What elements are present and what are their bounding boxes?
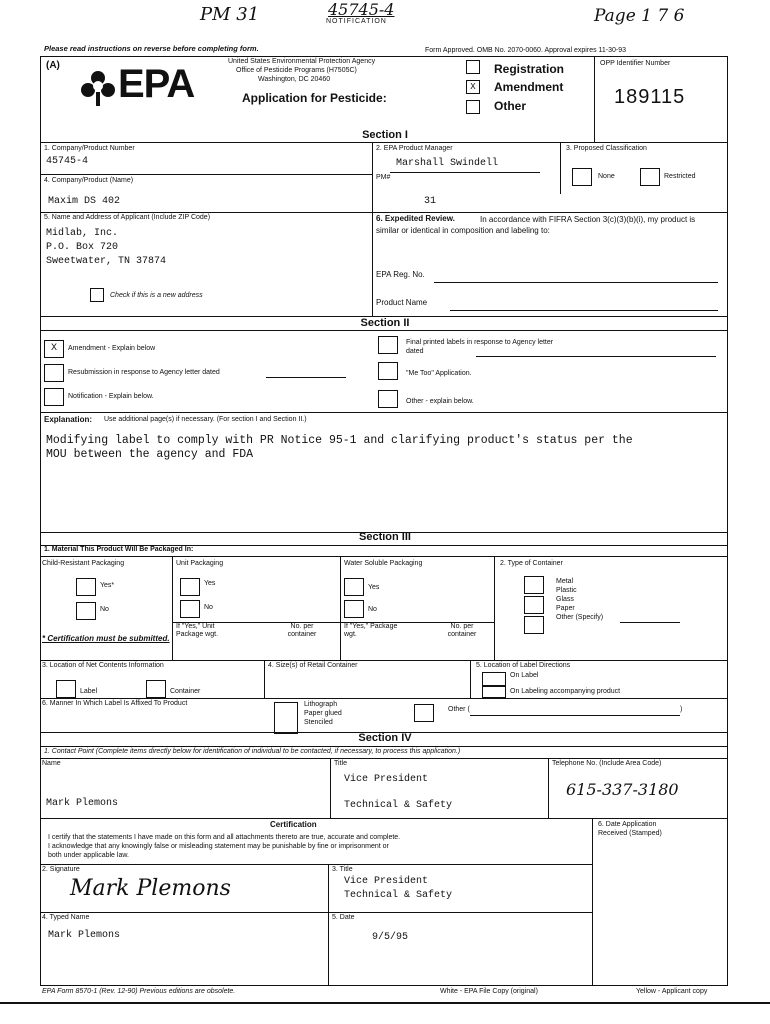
telephone-label: Telephone No. (Include Area Code) [552, 760, 662, 767]
typed-name-value[interactable]: Mark Plemons [48, 930, 121, 941]
epa-logo-text: EPA [118, 62, 195, 106]
certification-note: * Certification must be submitted. [42, 634, 170, 643]
agency-line3: Washington, DC 20460 [258, 76, 331, 83]
final-labels-label: Final printed labels in response to Agency letter dated [406, 339, 554, 355]
water-soluble-no-label: No [368, 606, 377, 613]
other-checkbox[interactable] [466, 100, 480, 114]
epa-logo [78, 68, 118, 113]
resubmission-label: Resubmission in response to Agency letter dated [68, 369, 220, 376]
application-title: Application for Pesticide: [242, 91, 387, 105]
unit-packaging-no-checkbox[interactable] [180, 600, 200, 618]
contact-point-label: 1. Contact Point (Complete items directly below for identification of individual to be contacted, if necessary, to process this application.) [44, 748, 461, 755]
container-metal-label: Metal [556, 578, 574, 585]
company-product-number-value[interactable]: 45745-4 [46, 156, 89, 167]
section-3-title: Section III [359, 531, 411, 543]
net-contents-label-checkbox[interactable] [56, 680, 76, 698]
net-contents-container-text: Container [170, 688, 201, 695]
container-plastic-label: Plastic [556, 587, 577, 594]
typed-name-label: 4. Typed Name [42, 914, 90, 921]
pm-number-value[interactable]: 31 [424, 196, 437, 207]
opp-identifier-label: OPP Identifier Number [600, 60, 671, 67]
directions-on-label-checkbox[interactable] [482, 672, 506, 686]
child-resistant-yes-label: Yes* [100, 582, 115, 589]
unit-packaging-label: Unit Packaging [176, 560, 224, 567]
container-other-label: Other (Specify) [556, 614, 604, 621]
net-contents-container-checkbox[interactable] [146, 680, 166, 698]
package-weight-label: If "Yes," Package wgt. [344, 623, 398, 638]
contact-name-value[interactable]: Mark Plemons [46, 798, 119, 809]
expedited-product-name-label: Product Name [376, 298, 428, 307]
water-soluble-no-checkbox[interactable] [344, 600, 364, 618]
directions-on-labeling-text: On Labeling accompanying product [510, 688, 621, 695]
other-explain-label: Other - explain below. [406, 398, 474, 405]
other-label: Other [494, 99, 527, 113]
section-4-title: Section IV [358, 732, 412, 744]
certification-text3: both under applicable law. [48, 852, 129, 859]
retail-container-size-label: 4. Size(s) of Retail Container [268, 662, 358, 669]
new-address-checkbox[interactable] [90, 288, 104, 302]
affixed-other-label: Other ( [448, 706, 470, 713]
handwritten-reg-no: 45745-4 [328, 0, 395, 19]
notification-label: Notification - Explain below. [68, 393, 154, 400]
expedited-reg-no-label: EPA Reg. No. [376, 270, 425, 279]
date-label: 5. Date [332, 914, 355, 921]
explanation-note: Use additional page(s) if necessary. (For section I and Section II.) [104, 416, 307, 423]
water-soluble-label: Water Soluble Packaging [344, 560, 423, 567]
explanation-line1[interactable]: Modifying label to comply with PR Notice 95-1 and clarifying product's status per the [46, 434, 633, 447]
pkg-no-per-container-label: No. per container [447, 623, 477, 638]
amendment-label: Amendment [494, 80, 564, 94]
unit-package-weight-label: If "Yes," Unit Package wgt. [176, 623, 219, 638]
water-soluble-yes-label: Yes [368, 584, 380, 591]
final-labels-checkbox[interactable] [378, 336, 398, 354]
certification-title: Certification [270, 820, 317, 829]
notification-stamp: NOTIFICATION [326, 18, 387, 25]
me-too-label: "Me Too" Application. [406, 370, 472, 377]
expedited-review-label: 6. Expedited Review. [376, 214, 455, 223]
stenciled-label: Stenciled [304, 719, 333, 726]
cert-title-line1[interactable]: Vice President [344, 876, 429, 887]
epa-flower-icon [78, 68, 118, 108]
agency-line1: United States Environmental Protection Agency [228, 58, 376, 65]
section-1-title: Section I [362, 129, 408, 141]
directions-on-label-text: On Label [510, 672, 539, 679]
telephone-value[interactable]: 615-337-3180 [566, 780, 679, 799]
child-resistant-no-label: No [100, 606, 109, 613]
certification-text2: I acknowledge that any knowingly false or misleading statement may be punishable by fine or imprisonment or [48, 843, 389, 850]
classification-none-label: None [598, 173, 615, 180]
unit-packaging-no-label: No [204, 604, 213, 611]
child-resistant-label: Child-Resistant Packaging [42, 560, 125, 567]
explanation-label: Explanation: [44, 415, 93, 424]
resubmission-checkbox[interactable] [44, 364, 64, 382]
company-product-number-label: 1. Company/Product Number [44, 145, 135, 152]
container-other-checkbox[interactable] [524, 616, 544, 634]
company-product-name-label: 4. Company/Product (Name) [44, 177, 134, 184]
white-copy-footer: White - EPA File Copy (original) [440, 988, 538, 995]
cert-title-label: 3. Title [332, 866, 353, 873]
net-contents-label: 3. Location of Net Contents Information [42, 662, 164, 669]
product-manager-value[interactable]: Marshall Swindell [396, 158, 499, 169]
material-packaged-label: 1. Material This Product Will Be Packaged In: [44, 546, 194, 553]
container-glass-checkbox[interactable] [524, 596, 544, 614]
opp-identifier-value: 189115 [614, 86, 686, 108]
form-approved-text: Form Approved. OMB No. 2070-0060. Approval expires 11-30-93 [425, 47, 627, 54]
certification-text1: I certify that the statements I have made on this form and all attachments thereto are true, accurate and complete. [48, 834, 401, 841]
me-too-checkbox[interactable] [378, 362, 398, 380]
handwritten-pm: PM 31 [200, 4, 260, 25]
classification-none-checkbox[interactable] [572, 168, 592, 186]
new-address-label: Check if this is a new address [110, 292, 203, 299]
container-metal-checkbox[interactable] [524, 576, 544, 594]
pm-number-label: PM# [376, 174, 391, 181]
expedited-review-text: In accordance with FIFRA Section 3(c)(3)(b)(i), my product is similar or identical in composition and labeling to: [376, 215, 696, 235]
instructions-text: Please read instructions on reverse before completing form. [44, 44, 259, 53]
classification-restricted-checkbox[interactable] [640, 168, 660, 186]
section-2-title: Section II [360, 317, 410, 329]
label-affixed-label: 6. Manner In Which Label Is Affixed To Product [42, 700, 188, 707]
lithograph-checkbox[interactable] [274, 702, 298, 734]
explanation-line2[interactable]: MOU between the agency and FDA [46, 448, 254, 461]
contact-title-line1[interactable]: Vice President [344, 774, 429, 785]
proposed-classification-label: 3. Proposed Classification [566, 145, 647, 152]
net-contents-label-text: Label [80, 688, 98, 695]
applicant-name-address-label: 5. Name and Address of Applicant (Include ZIP Code) [44, 214, 211, 221]
container-paper-label: Paper [556, 605, 575, 612]
child-resistant-yes-checkbox[interactable] [76, 578, 96, 596]
contact-name-label: Name [42, 760, 61, 767]
label-a: (A) [46, 60, 60, 71]
affixed-other-checkbox[interactable] [414, 704, 434, 722]
paper-glued-label: Paper glued [304, 710, 342, 717]
product-manager-label: 2. EPA Product Manager [376, 145, 453, 152]
cert-title-line2[interactable]: Technical & Safety [344, 890, 453, 901]
type-container-label: 2. Type of Container [500, 560, 563, 567]
agency-line2: Office of Pesticide Programs (H7505C) [236, 67, 357, 74]
container-glass-label: Glass [556, 596, 574, 603]
amendment-explain-label: Amendment - Explain below [68, 345, 156, 352]
applicant-line1[interactable]: Midlab, Inc. [46, 228, 119, 239]
unit-no-per-container-label: No. per container [287, 623, 317, 638]
registration-checkbox[interactable] [466, 60, 480, 74]
form-number-footer: EPA Form 8570-1 (Rev. 12-90) Previous editions are obsolete. [42, 988, 236, 995]
notification-checkbox[interactable] [44, 388, 64, 406]
label-directions-label: 5. Location of Label Directions [476, 662, 571, 669]
handwritten-page: Page 1 7 6 [594, 6, 685, 26]
classification-restricted-label: Restricted [664, 173, 696, 180]
directions-on-labeling-checkbox[interactable] [482, 686, 506, 698]
date-value[interactable]: 9/5/95 [372, 932, 409, 943]
contact-title-line2[interactable]: Technical & Safety [344, 800, 453, 811]
registration-label: Registration [494, 62, 565, 76]
company-product-name-value[interactable]: Maxim DS 402 [48, 196, 121, 207]
yellow-copy-footer: Yellow - Applicant copy [636, 988, 708, 995]
amendment-explain-checkbox[interactable]: X [44, 340, 64, 358]
signature-value[interactable]: Mark Plemons [70, 876, 231, 901]
unit-packaging-yes-checkbox[interactable] [180, 578, 200, 596]
applicant-line3[interactable]: Sweetwater, TN 37874 [46, 256, 167, 267]
amendment-checkbox[interactable]: X [466, 80, 480, 94]
date-received-label: 6. Date Application Received (Stamped) [598, 821, 662, 837]
other-explain-checkbox[interactable] [378, 390, 398, 408]
contact-title-label: Title [334, 760, 347, 767]
applicant-line2[interactable]: P.O. Box 720 [46, 242, 119, 253]
lithograph-label: Lithograph [304, 701, 338, 708]
child-resistant-no-checkbox[interactable] [76, 602, 96, 620]
signature-label: 2. Signature [42, 866, 80, 873]
water-soluble-yes-checkbox[interactable] [344, 578, 364, 596]
affixed-other-close: ) [680, 706, 683, 713]
unit-packaging-yes-label: Yes [204, 580, 216, 587]
